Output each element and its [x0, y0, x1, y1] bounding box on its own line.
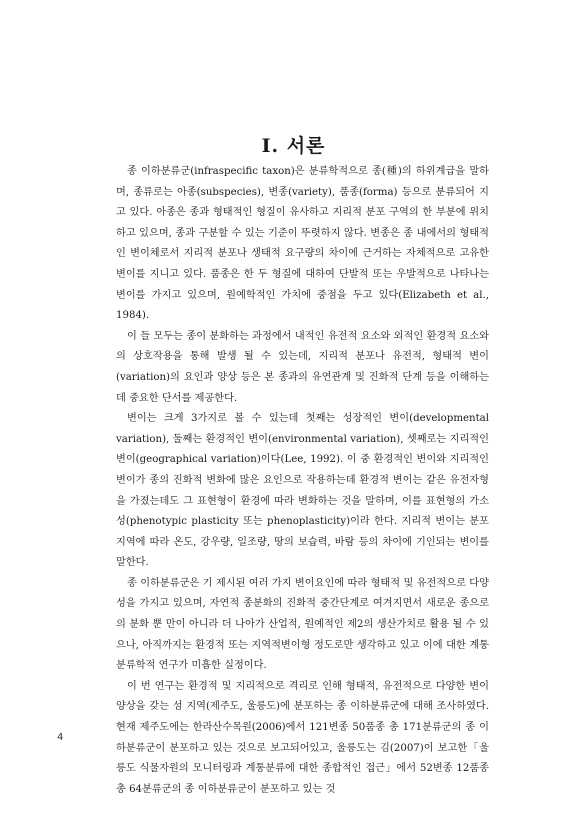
- page-number: 4: [57, 732, 64, 743]
- page-title: I. 서론: [261, 134, 326, 157]
- paragraph-2: 이 들 모두는 종이 분화하는 과정에서 내적인 유전적 요소와 외적인 환경적 요소와의 상호작용을 통해 발생 될 수 있는데, 지리적 분포나 유전적, 형태적 변이(variation)의 요인과 양상 등은 본 종과의 유연관계 및 진화적 단계 등을 이해하는데 중요한 단서를 제공한다.: [116, 330, 490, 404]
- paragraph-5: 이 번 연구는 환경적 및 지리적으로 격리로 인해 형태적, 유전적으로 다양한 변이양상을 갖는 섬 지역(제주도, 울릉도)에 분포하는 종 이하분류군에 대해 조사하였다. 현재 제주도에는 한라산수목원(2006)에서 121변종 50품종 총 171분류군의 종 이하분류군이 분포하고 있는 것으로 보고되어있고, 울릉도는 김(2007)이 보고한「울릉도 식물자원의 모니터링과 계통분류에 대한 종합적인 접근」에서 52변종 12품종 총 64분류군의 종 이하분류군이 분포하고 있는 것: [116, 680, 489, 795]
- paragraph-1: 종 이하분류군(infraspecific taxon)은 분류학적으로 종(種)의 하위계급을 말하며, 종류로는 아종(subspecies), 변종(variety), 품종(forma) 등으로 분류되어 지고 있다. 아종은 종과 형태적인 형질이 유사하고 지리적 분포 구역의 한 부분에 위치하고 있으며, 종과 구분할 수 있는 기준이 뚜렷하지 않다. 변종은 종 내에서의 형태적인 변이체로서 지리적 분포나 생태적 요구량의 차이에 근거하는 자체적으로 고유한 변이를 지니고 있다. 품종은 한 두 형질에 대하여 단발적 또는 우발적으로 나타나는 변이를 가지고 있으며, 원예학적인 가치에 중점을 두고 있다(Elizabeth et al., 1984).: [116, 166, 489, 322]
- body-text: [116, 162, 489, 800]
- paragraph-4: 종 이하분류군은 기 제시된 여러 가지 변이요인에 따라 형태적 및 유전적으로 다양성을 가지고 있으며, 자연적 종분화의 진화적 중간단계로 여겨지면서 새로운 종으로의 분화 뿐 만이 아니라 더 나아가 산업적, 원예적인 제2의 생산가치로 활용 될 수 있으나, 아직까지는 환경적 또는 지역적변이형 정도로만 생각하고 있고 이에 대한 계통분류학적 연구가 미흡한 실정이다.: [116, 577, 489, 672]
- paragraph-3: 변이는 크게 3가지로 볼 수 있는데 첫째는 성장적인 변이(developmental variation), 둘째는 환경적인 변이(environmental variation), 셋째로는 지리적인 변이(geographical variation)이다(Lee, 1992). 이 중 환경적인 변이와 지리적인 변이가 종의 진화적 변화에 많은 요인으로 작용하는데 환경적 변이는 같은 유전자형을 가졌는데도 그 표현형이 환경에 따라 변화하는 것을 말하며, 이를 표현형의 가소성(phenotypic plasticity 또는 phenoplasticity)이라 한다. 지리적 변이는 분포 지역에 따라 온도, 강우량, 일조량, 땅의 보습력, 바람 등의 차이에 기인되는 변이를 말한다.: [116, 413, 489, 569]
